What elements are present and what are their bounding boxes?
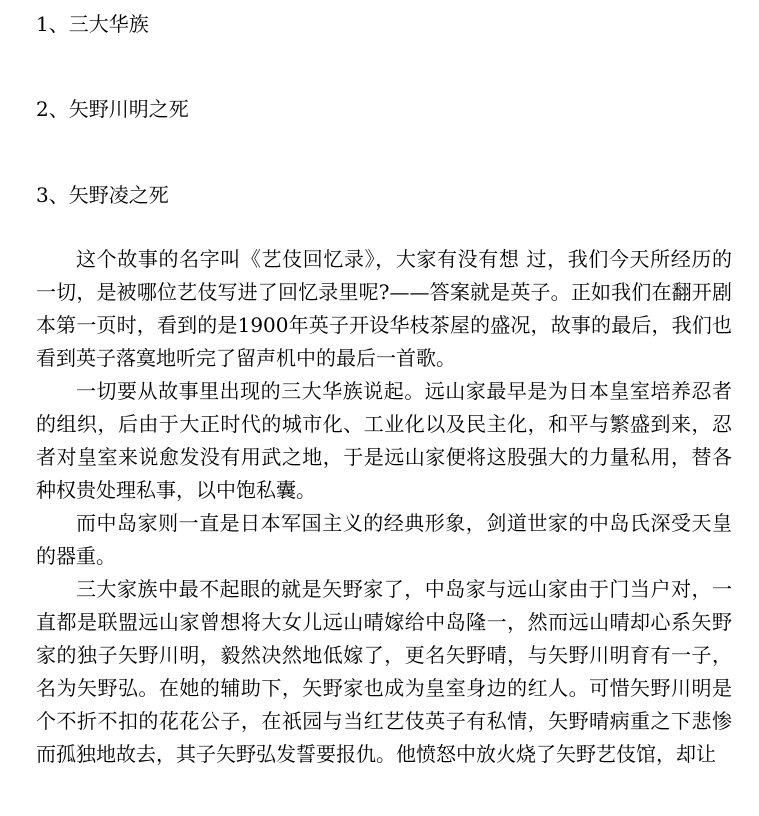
paragraph-2: 一切要从故事里出现的三大华族说起。远山家最早是为日本皇室培养忍者的组织，后由于大正时代的城市化、工业化以及民主化，和平与繁盛到来，忍者对皇室来说愈发没有用武之地，于是远山家便将这股强大的力量私用，替各种权贵处理私事，以中饱私囊。 [36, 379, 732, 502]
paragraph-3: 而中岛家则一直是日本军国主义的经典形象，剑道世家的中岛氏深受天皇的器重。 [36, 511, 732, 568]
heading-3: 3、矢野凌之死 [36, 183, 169, 207]
paragraph-1: 这个故事的名字叫《艺伎回忆录》，大家有没有想 过，我们今天所经历的一切，是被哪位艺伎写进了回忆录里呢?——答案就是英子。正如我们在翻开剧本第一页时，看到的是1900年英子开设华枝茶屋的盛况，故事的最后，我们也看到英子落寞地听完了留声机中的最后一首歌。 [36, 247, 732, 370]
heading-1: 1、三大华族 [36, 12, 149, 36]
heading-2: 2、矢野川明之死 [36, 97, 189, 121]
body-text [36, 243, 732, 771]
paragraph-4: 三大家族中最不起眼的就是矢野家了，中岛家与远山家由于门当户对，一直都是联盟远山家曾想将大女儿远山晴嫁给中岛隆一，然而远山晴却心系矢野家的独子矢野川明，毅然决然地低嫁了，更名矢野晴，与矢野川明育有一子，名为矢野弘。在她的辅助下，矢野家也成为皇室身边的红人。可惜矢野川明是个不折不扣的花花公子，在祇园与当红艺伎英子有私情，矢野晴病重之下悲惨而孤独地故去，其子矢野弘发誓要报仇。他愤怒中放火烧了矢野艺伎馆，却让 [36, 577, 732, 766]
